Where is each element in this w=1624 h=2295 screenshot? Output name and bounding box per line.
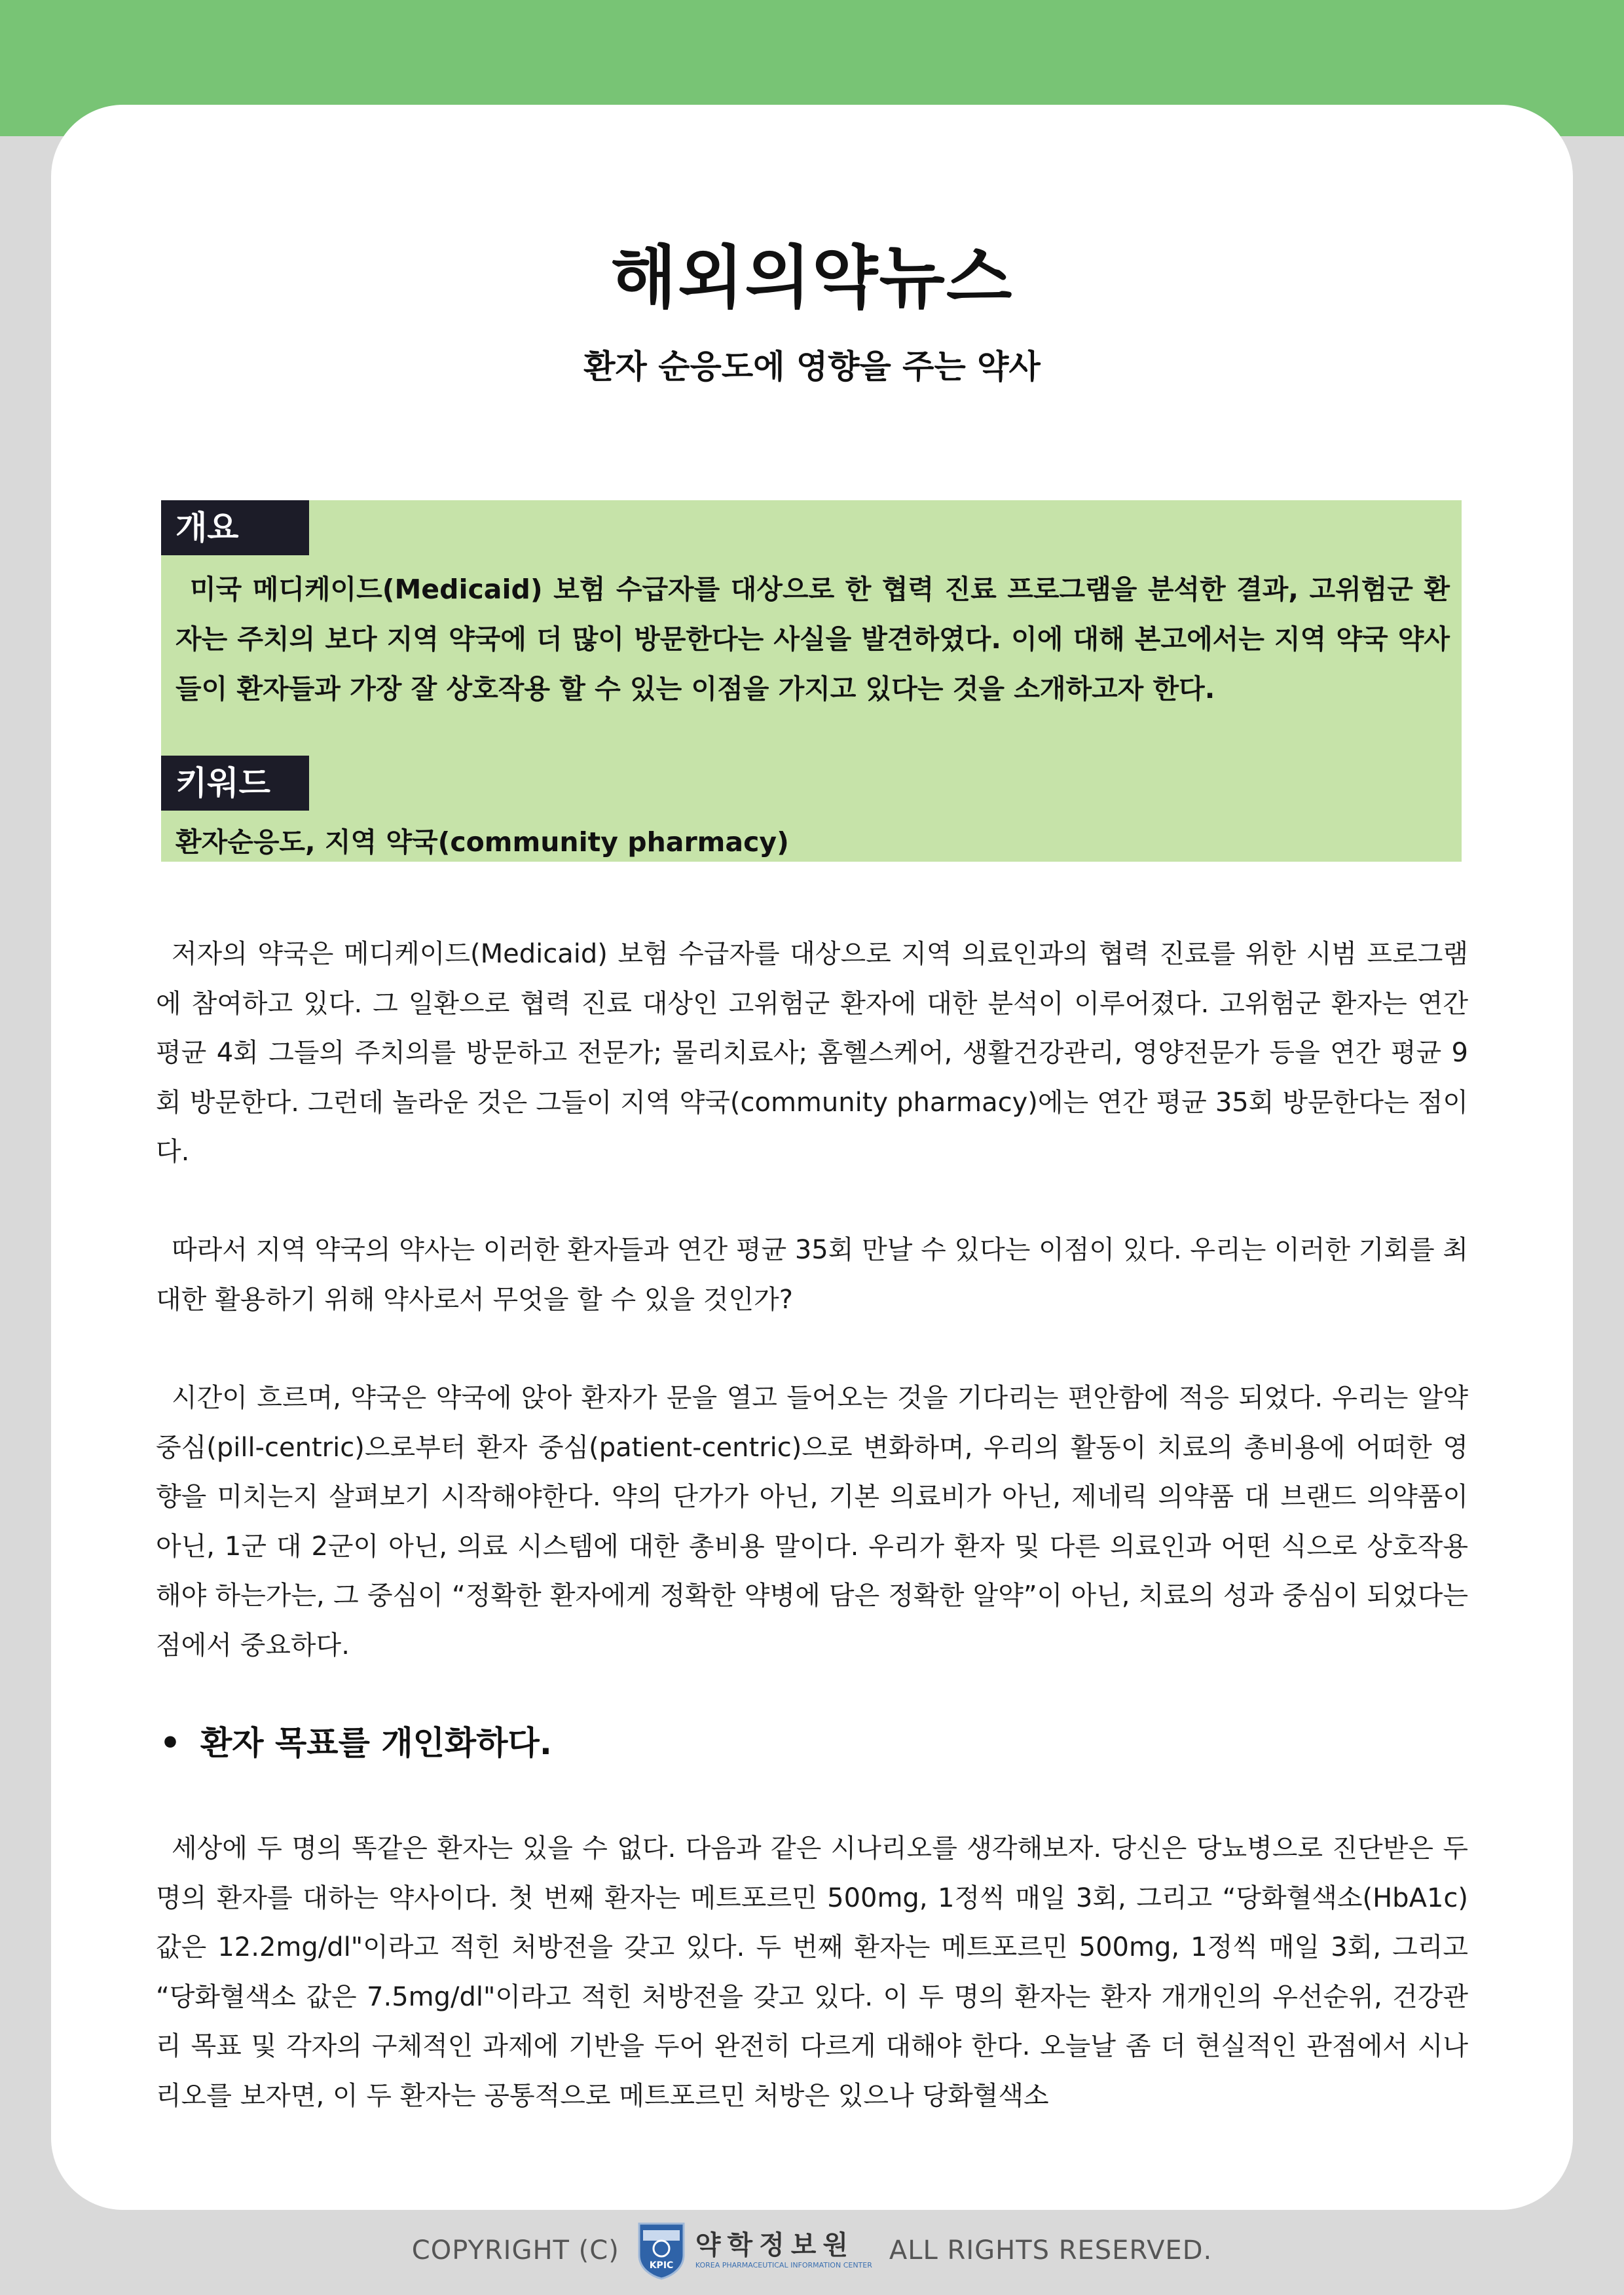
overview-text: 미국 메디케이드(Medicaid) 보험 수급자를 대상으로 한 협력 진료 프로그램을 분석한 결과, 고위험군 환자는 주치의 보다 지역 약국에 더 많이 방문한다는 사실을 발견하였다. 이에 대해 본고에서는 지역 약국 약사들이 환자들과 가장 잘 상호작용 할 수 있는 이점을 가지고 있다는 것을 소개하고자 한다. — [175, 574, 1450, 705]
page-title: 해외의약뉴스 — [610, 238, 1014, 318]
logo-badge-text: KPIC — [649, 2260, 674, 2271]
body-paragraph-4: 세상에 두 명의 똑같은 환자는 있을 수 없다. 다음과 같은 시나리오를 생각해보자. 당신은 당뇨병으로 진단받은 두 명의 환자를 대하는 약사이다. 첫 번째 환자는 메트포르민 500mg, 1정씩 매일 3회, 그리고 “당화혈색소(HbA1c) 값은 12.2mg/dl"이라고 적힌 처방전을 갖고 있다. 두 번째 환자는 메트포르민 500mg, 1정씩 매일 3회, 그리고 “당화혈색소 값은 7.5mg/dl"이라고 적힌 처방전을 갖고 있다. 이 두 명의 환자는 환자 개개인의 우선순위, 건강관리 목표 및 각자의 구체적인 과제에 기반을 두어 완전히 다르게 대해야 한다. 오늘날 좀 더 현실적인 관점에서 시나리오를 보자면, 이 두 환자는 공통적으로 메트포르민 처방은 있으나 당화혈색소 — [156, 1833, 1468, 2111]
body-paragraph-2: 따라서 지역 약국의 약사는 이러한 환자들과 연간 평균 35회 만날 수 있다는 이점이 있다. 우리는 이러한 기회를 최대한 활용하기 위해 약사로서 무엇을 할 수 있을 것인가? — [156, 1235, 1468, 1315]
summary-box — [161, 500, 1462, 862]
rights-text: ALL RIGHTS RESERVED. — [889, 2235, 1213, 2266]
body-paragraph-1: 저자의 약국은 메디케이드(Medicaid) 보험 수급자를 대상으로 지역 의료인과의 협력 진료를 위한 시범 프로그램에 참여하고 있다. 그 일환으로 협력 진료 대상인 고위험군 환자에 대한 분석이 이루어졌다. 고위험군 환자는 연간 평균 4회 그들의 주치의를 방문하고 전문가; 물리치료사; 홈헬스케어, 생활건강관리, 영양전문가 등을 연간 평균 9회 방문한다. 그런데 놀라운 것은 그들이 지역 약국(community pharmacy)에는 연간 평균 35회 방문한다는 점이다. — [156, 939, 1468, 1167]
section-heading — [160, 1717, 1469, 1769]
overview-label: 개요 — [161, 500, 309, 555]
body-paragraph-3: 시간이 흐르며, 약국은 약국에 앉아 환자가 문을 열고 들어오는 것을 기다리는 편안함에 적응 되었다. 우리는 알약 중심(pill-centric)으로부터 환자 중심(patient-centric)으로 변화하며, 우리의 활동이 치료의 총비용에 어떠한 영향을 미치는지 살펴보기 시작해야한다. 약의 단가가 아닌, 기본 의료비가 아닌, 제네릭 의약품 대 브랜드 의약품이 아닌, 1군 대 2군이 아닌, 의료 시스템에 대한 총비용 말이다. 우리가 환자 및 다른 의료인과 어떤 식으로 상호작용해야 하는가는, 그 중심이 “정확한 환자에게 정확한 약병에 담은 정확한 알약”이 아닌, 치료의 성과 중심이 되었다는 점에서 중요하다. — [156, 1383, 1468, 1661]
bullet-icon: • — [160, 1724, 181, 1762]
keyword-text: 환자순응도, 지역 약국(community pharmacy) — [175, 826, 789, 858]
keyword-label: 키워드 — [161, 756, 309, 811]
logo-korean-name: 약학정보원 — [695, 2230, 855, 2260]
kpic-logo — [637, 2221, 872, 2280]
kpic-shield-icon — [637, 2221, 686, 2280]
footer — [0, 2221, 1624, 2280]
copyright-text: COPYRIGHT (C) — [411, 2235, 619, 2266]
logo-english-name: KOREA PHARMACEUTICAL INFORMATION CENTER — [695, 2261, 872, 2269]
section-heading-text: 환자 목표를 개인화하다. — [200, 1724, 552, 1762]
article-subtitle: 환자 순응도에 영향을 주는 약사 — [583, 348, 1041, 386]
